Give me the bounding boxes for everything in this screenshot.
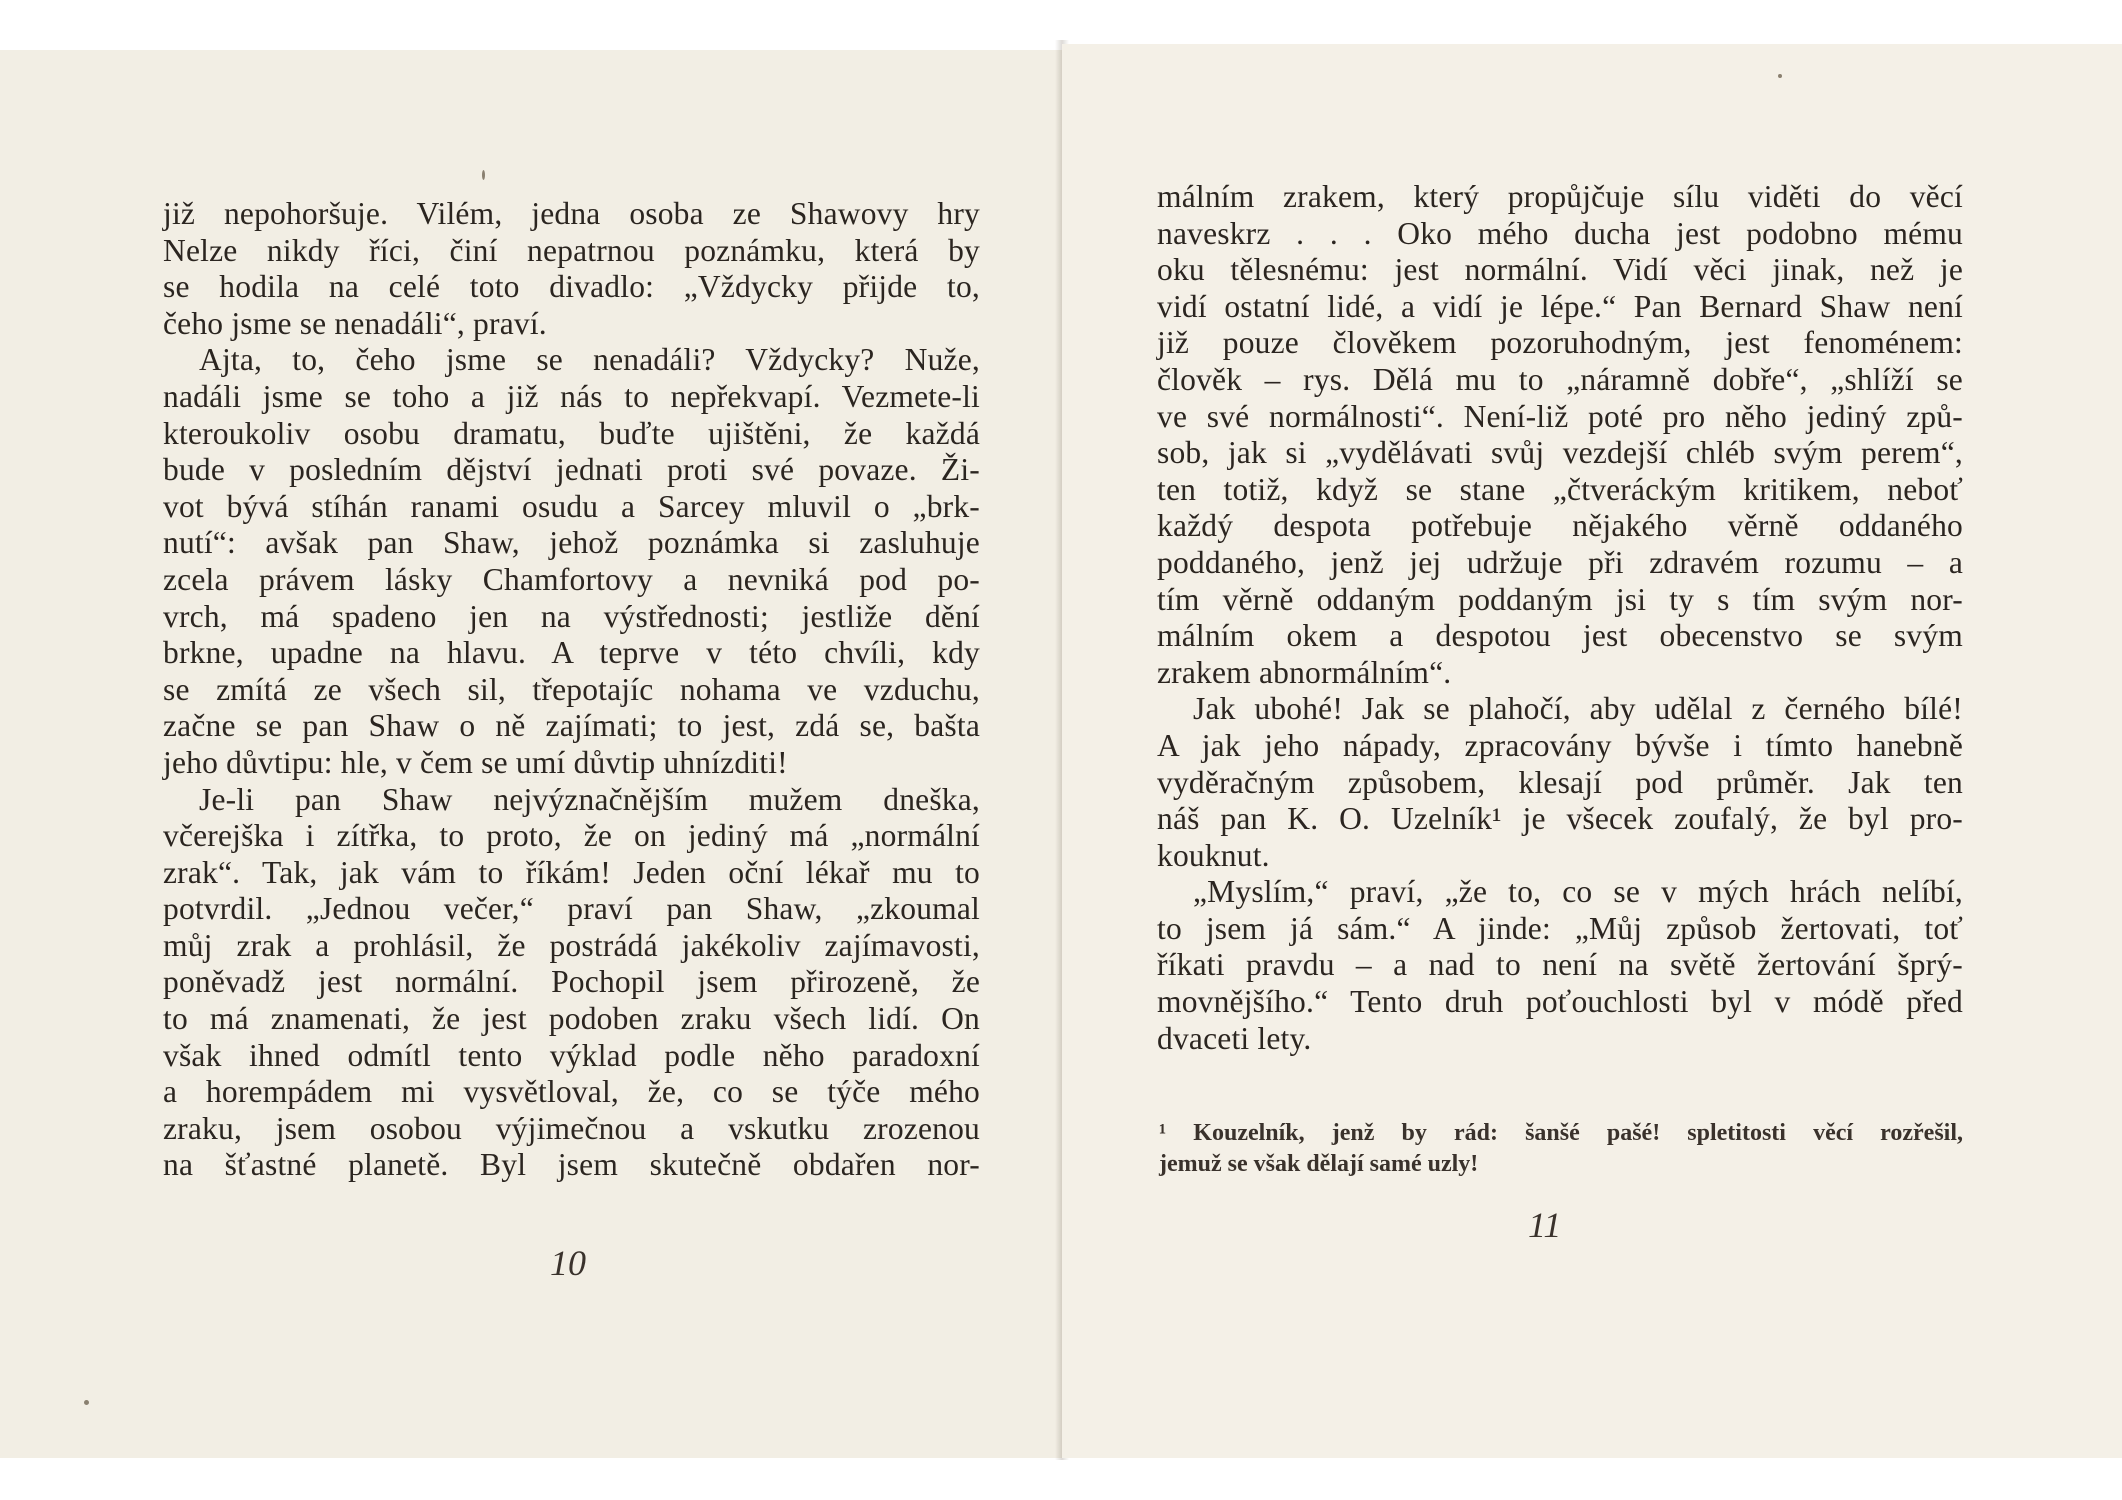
text-line: kteroukoliv osobu dramatu, buďte ujištěni, že každá (163, 415, 980, 451)
text-line: poddaného, jenž jej udržuje při zdravém rozumu – a (1157, 544, 1963, 580)
text-line: zrakem abnormálním“. (1157, 654, 1452, 690)
text-line: vot bývá stíhán ranami osudu a Sarcey mluvil o „brk- (163, 488, 980, 524)
footnote-line: ¹ Kouzelník, jenž by rád: šanšé pašé! spletitosti věcí rozřešil, (1159, 1120, 1963, 1146)
text-line: již pouze člověkem pozoruhodným, jest fenoménem: (1157, 325, 1963, 361)
text-line: potvrdil. „Jednou večer,“ praví pan Shaw, „zkoumal (163, 891, 980, 927)
left-page (0, 50, 1062, 1458)
text-line: každý despota potřebuje nějakého věrně oddaného (1157, 508, 1963, 544)
footnote (1159, 1118, 1963, 1180)
text-line: poněvadž jest normální. Pochopil jsem přirozeně, že (163, 964, 980, 1000)
text-line: oku tělesnému: jest normální. Vidí věci jinak, než je (1157, 252, 1963, 288)
text-line: se hodila na celé toto divadlo: „Vždycky přijde to, (163, 269, 980, 305)
text-line: A jak jeho nápady, zpracovány bývše i tímto hanebně (1157, 727, 1963, 763)
text-line: říkati pravdu – a nad to není na světě žertování šprý- (1157, 947, 1963, 983)
text-line: nadáli jsme se toho a již nás to nepřekvapí. Vezmete-li (163, 378, 980, 414)
text-line: Jak ubohé! Jak se plahočí, aby udělal z černého bílé! (1193, 691, 1963, 727)
text-line: vyděračným způsobem, klesají pod průměr. Jak ten (1157, 764, 1963, 800)
text-line: nutí“: avšak pan Shaw, jehož poznámka si zasluhuje (163, 525, 980, 561)
text-line: naveskrz . . . Oko mého ducha jest podobno mému (1157, 215, 1963, 251)
paper-speck (482, 170, 485, 180)
page-number: 11 (1528, 1205, 1562, 1245)
footnote-line: jemuž se však dělají samé uzly! (1159, 1151, 1479, 1177)
text-line: včerejška i zítřka, to proto, že on jediný má „normální (163, 818, 980, 854)
text-line: Je-li pan Shaw nejvýznačnějším mužem dneška, (199, 781, 980, 817)
text-line: zcela právem lásky Chamfortovy a nevniká pod po- (163, 561, 980, 597)
text-line: bude v posledním dějství jednati proti své povaze. Ži- (163, 452, 980, 488)
text-line: vidí ostatní lidé, a vidí je lépe.“ Pan Bernard Shaw není (1157, 288, 1963, 324)
text-line: málním okem a despotou jest obecenstvo se svým (1157, 618, 1963, 654)
text-line: to má znamenati, že jest podoben zraku všech lidí. On (163, 1001, 980, 1037)
text-line: to jsem já sám.“ A jinde: „Můj způsob žertovati, toť (1157, 910, 1963, 946)
text-line: tím věrně oddaným poddaným jsi ty s tím svým nor- (1157, 581, 1963, 617)
text-line: zraku, jsem osobou výjimečnou a vskutku zrozenou (163, 1110, 980, 1146)
text-line: člověk – rys. Dělá mu to „náramně dobře“, „shlíží se (1157, 361, 1963, 397)
left-page-text (163, 196, 980, 1184)
text-line: vrch, má spadeno jen na výstřednosti; jestliže dění (163, 598, 980, 634)
text-line: movnějšího.“ Tento druh poťouchlosti byl v módě před (1157, 984, 1963, 1020)
text-line: brkne, upadne na hlavu. A teprve v této chvíli, kdy (163, 635, 980, 671)
text-line: ve své normálnosti“. Není-liž poté pro něho jediný způ- (1157, 398, 1963, 434)
text-line: můj zrak a prohlásil, že postrádá jakékoliv zajímavosti, (163, 927, 980, 963)
paper-speck (84, 1400, 89, 1405)
text-line: již nepohoršuje. Vilém, jedna osoba ze Shawovy hry (163, 196, 980, 231)
text-line: ten totiž, když se stane „čtveráckým kritikem, neboť (1157, 471, 1963, 507)
page-number: 10 (550, 1243, 586, 1283)
text-line: zrak“. Tak, jak vám to říkám! Jeden oční lékař mu to (163, 854, 980, 890)
text-line: málním zrakem, který propůjčuje sílu viděti do věcí (1157, 179, 1963, 214)
text-line: na šťastné planetě. Byl jsem skutečně obdařen nor- (163, 1147, 980, 1183)
text-line: začne se pan Shaw o ně zajímati; to jest, zdá se, bašta (163, 708, 980, 744)
text-line: dvaceti lety. (1157, 1020, 1312, 1056)
text-line: však ihned odmítl tento výklad podle něho paradoxní (163, 1037, 980, 1073)
right-page-text (1157, 179, 1963, 1057)
text-line: sob, jak si „vydělávati svůj vezdejší chléb svým perem“, (1157, 435, 1963, 471)
text-line: „Myslím,“ praví, „že to, co se v mých hrách nelíbí, (1193, 874, 1963, 910)
text-line: Nelze nikdy říci, činí nepatrnou poznámku, která by (163, 232, 980, 268)
text-line: a horempádem mi vysvětloval, že, co se týče mého (163, 1074, 980, 1110)
text-line: se zmítá ze všech sil, třepotajíc nohama ve vzduchu, (163, 671, 980, 707)
text-line: kouknut. (1157, 837, 1270, 873)
text-line: jeho důvtipu: hle, v čem se umí důvtip uhnízditi! (163, 744, 788, 780)
right-page (1062, 44, 2122, 1458)
paper-speck (1778, 74, 1782, 78)
text-line: Ajta, to, čeho jsme se nenadáli? Vždycky? Nuže, (199, 342, 980, 378)
text-line: náš pan K. O. Uzelník¹ je všecek zoufalý, že byl pro- (1157, 801, 1963, 837)
text-line: čeho jsme se nenadáli“, praví. (163, 305, 547, 341)
